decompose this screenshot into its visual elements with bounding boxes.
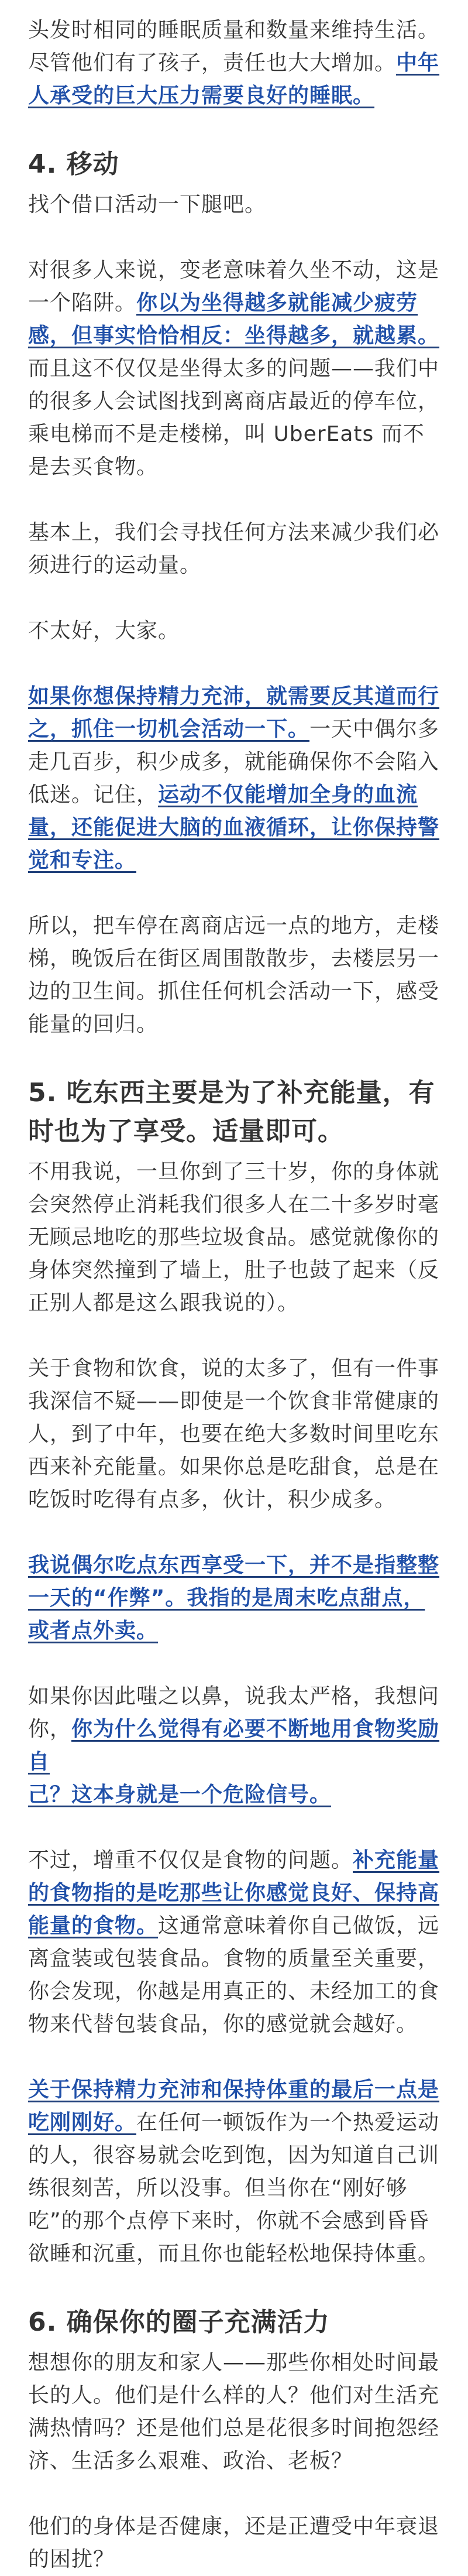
highlighted-text: 补充能量的食物指的是吃那些让你感觉良好、保持高能量的食物。 (28, 1848, 440, 1938)
highlighted-text: 运动不仅能增加全身的血流量，还能促进大脑的血液循环，让你保持警觉和专注。 (28, 783, 440, 872)
body-text: 一天中偶尔多走几百步，积少成多，就能确保你不会陷入低迷。记住， (28, 717, 440, 807)
paragraph-11b (28, 1779, 440, 1811)
heading-5: 5. 吃东西主要是为了补充能量，有时也为了享受。适量即可。 (28, 1078, 435, 1146)
body-text: 找个借口活动一下腿吧。 (28, 193, 267, 217)
body-text: 不太好，大家。 (28, 619, 180, 643)
body-text: 不用我说，一旦你到了三十岁，你的身体就会突然停止消耗我们很多人在二十多岁时毫无顾忌地吃的那些垃圾食品。感觉就像你的身体突然撞到了墙上，肚子也鼓了起来（反正别人都是这么跟我说的）。 (28, 1160, 440, 1315)
paragraph-11a (28, 1680, 440, 1779)
paragraph-12 (28, 1844, 440, 2041)
body-text: 如果你因此嗤之以鼻，说我太严格，我想问你， (28, 1684, 440, 1741)
paragraph-8 (28, 1156, 440, 1320)
heading-6: 6. 确保你的圈子充满活力 (28, 2307, 330, 2337)
highlighted-text: 如果你想保持精力充沛，就需要反其道而行之，抓住一切机会活动一下。 (28, 684, 440, 741)
highlighted-text: 我说偶尔吃点东西享受一下，并不是指整整一天的“作弊”。我指的是周末吃点甜点，或者点外卖。 (28, 1553, 440, 1643)
body-text: 对很多人来说，变老意味着久坐不动，这是一个陷阱。 (28, 258, 440, 315)
body-text: 他们的身体是否健康，还是正遭受中年衰退的困扰？ (28, 2515, 440, 2571)
paragraph-15 (28, 2510, 440, 2576)
paragraph-2 (28, 189, 440, 221)
body-text: 不过，增重不仅仅是食物的问题。 (28, 1848, 353, 1872)
paragraph-4 (28, 516, 440, 582)
paragraph-6 (28, 680, 440, 877)
paragraph-3 (28, 254, 440, 484)
body-text: 这通常意味着你自己做饭，远离盒装或包装食品。食物的质量至关重要，你会发现，你越是用真正的、未经加工的食物来代替包装食品，你的感觉就会越好。 (28, 1914, 440, 2036)
body-text: 而且这不仅仅是坐得太多的问题——我们中的很多人会试图找到离商店最近的停车位，乘电梯而不是走楼梯，叫 UberEats 而不是去买食物。 (28, 357, 440, 479)
highlighted-text: 己？这本身就是一个危险信号。 (28, 1783, 332, 1807)
paragraph-1 (28, 14, 440, 112)
heading-4: 4. 移动 (28, 149, 119, 179)
paragraph-14 (28, 2347, 440, 2478)
body-text: 所以，把车停在离商店远一点的地方，走楼梯，晚饭后在街区周围散散步，去楼层另一边的卫生间。抓住任何机会活动一下，感受能量的回归。 (28, 914, 440, 1036)
body-text: 头发时相同的睡眠质量和数量来维持生活。尽管他们有了孩子，责任也大大增加。 (28, 18, 440, 75)
paragraph-13 (28, 2074, 440, 2270)
highlighted-text: 关于保持精力充沛和保持体重的最后一点是吃刚刚好。 (28, 2078, 440, 2135)
body-text: 基本上，我们会寻找任何方法来减少我们必须进行的运动量。 (28, 520, 440, 577)
highlighted-text: 你为什么觉得有必要不断地用食物奖励自 (28, 1717, 440, 1774)
paragraph-5 (28, 615, 440, 648)
paragraph-10 (28, 1549, 440, 1647)
highlighted-text: 你以为坐得越多就能减少疲劳感，但事实恰恰相反：坐得越多，就越累。 (28, 291, 440, 348)
body-text: 在任何一顿饭作为一个热爱运动的人，很容易就会吃到饱，因为知道自己训练很刻苦，所以没事。但当你在“刚好够吃”的那个点停下来时，你就不会感到昏昏欲睡和沉重，而且你也能轻松地保持体重。 (28, 2111, 440, 2266)
body-text: 想想你的朋友和家人——那些你相处时间最长的人。他们是什么样的人？他们对生活充满热情吗？还是他们总是花很多时间抱怨经济、生活多么艰难、政治、老板？ (28, 2351, 440, 2473)
paragraph-7 (28, 910, 440, 1041)
highlighted-text: 中年人承受的巨大压力需要良好的睡眠。 (28, 51, 440, 108)
paragraph-9 (28, 1352, 440, 1516)
body-text: 关于食物和饮食，说的太多了，但有一件事我深信不疑——即使是一个饮食非常健康的人，到了中年，也要在绝大多数时间里吃东西来补充能量。如果你总是吃甜食，总是在吃饭时吃得有点多，伙计，积少成多。 (28, 1356, 440, 1512)
